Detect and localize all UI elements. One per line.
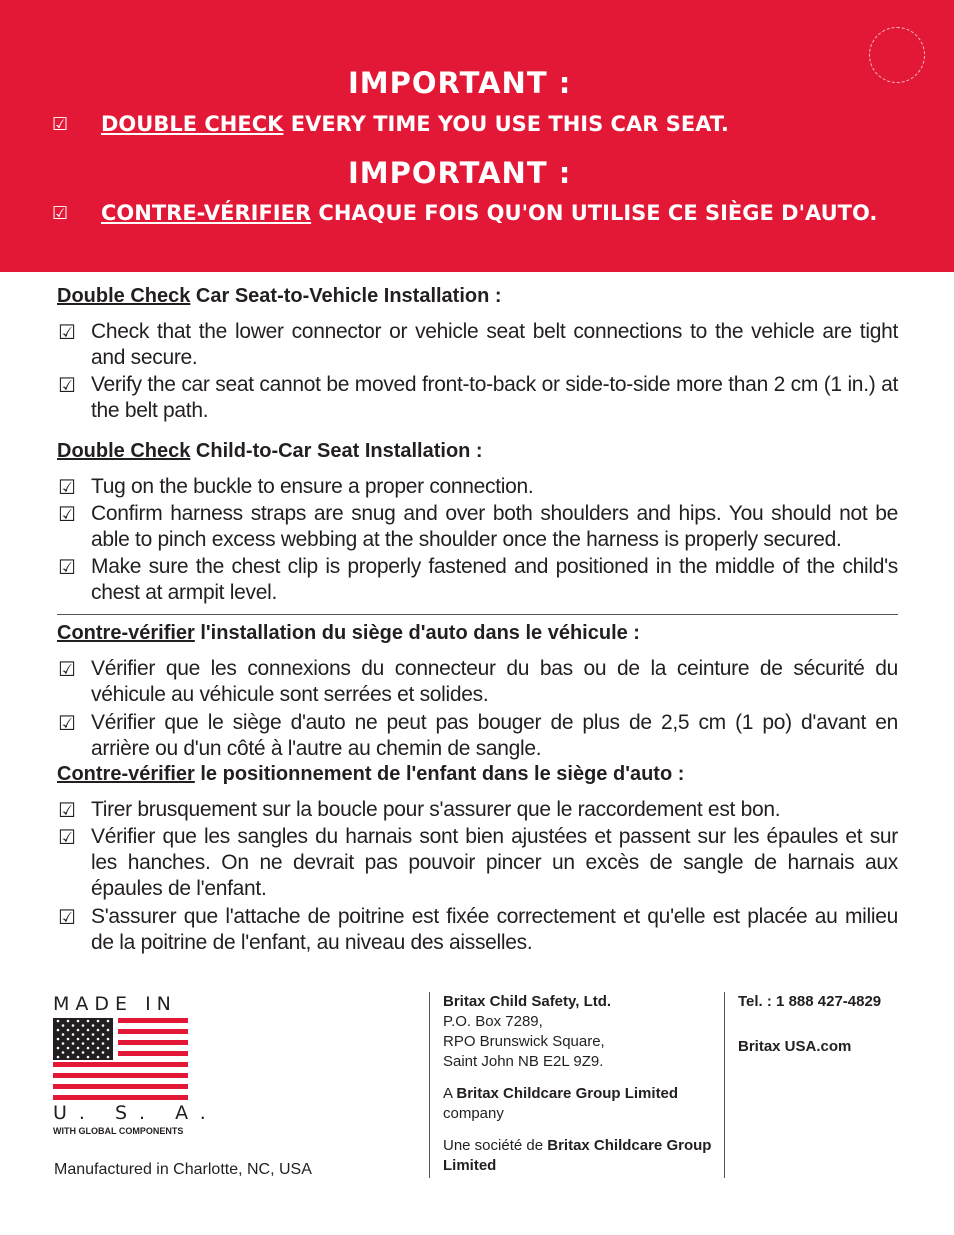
flag-star [87, 1029, 90, 1032]
flag-star [57, 1056, 60, 1059]
flag-star [102, 1033, 105, 1036]
checklist-item [58, 554, 898, 606]
checkbox-icon: ☑ [58, 711, 76, 735]
checklist-item [58, 904, 898, 956]
flag-star [67, 1029, 70, 1032]
flag-star [62, 1033, 65, 1036]
flag-star [67, 1056, 70, 1059]
company-address-block [443, 992, 723, 1188]
flag-star [72, 1051, 75, 1054]
checklist-item [58, 319, 898, 371]
heading-rest: le positionnement de l'enfant dans le siège d'auto : [194, 763, 685, 785]
flag-star [107, 1020, 110, 1023]
flag-star [107, 1056, 110, 1059]
section-heading [57, 763, 684, 786]
contre-verifier-label: CONTRE-VÉRIFIER [101, 201, 312, 225]
flag-star [72, 1033, 75, 1036]
flag-star [57, 1038, 60, 1041]
checklist-item [58, 710, 898, 762]
contact-block [738, 992, 938, 1082]
flag-star [107, 1029, 110, 1032]
flag-star [107, 1047, 110, 1050]
manufactured-location: Manufactured in Charlotte, NC, USA [54, 1161, 312, 1178]
address-line: RPO Brunswick Square, [443, 1033, 605, 1050]
flag-star [82, 1024, 85, 1027]
company-word: company [443, 1105, 504, 1122]
item-text: S'assurer que l'attache de poitrine est fixée correctement et qu'elle est placée au milieu de la poitrine de l'enfant, au niveau des aisselles. [91, 905, 898, 954]
flag-star [62, 1051, 65, 1054]
flag-star [57, 1047, 60, 1050]
flag-star [97, 1020, 100, 1023]
heading-rest: l'installation du siège d'auto dans le véhicule : [194, 622, 640, 644]
flag-star [77, 1047, 80, 1050]
company-prefix-fr: Une société de [443, 1137, 548, 1154]
important-banner [0, 0, 954, 272]
address-line: Saint John NB E2L 9Z9. [443, 1053, 604, 1070]
flag-star [92, 1024, 95, 1027]
flag-star [67, 1047, 70, 1050]
usa-flag-icon [53, 1018, 188, 1100]
checklist-item [58, 824, 898, 902]
checklist-item [58, 501, 898, 553]
company-prefix: A [443, 1085, 457, 1102]
flag-star [102, 1042, 105, 1045]
flag-star [77, 1056, 80, 1059]
checkbox-icon: ☑ [58, 555, 76, 579]
flag-star [72, 1024, 75, 1027]
item-text: Verify the car seat cannot be moved front-to-back or side-to-side more than 2 cm (1 in.) at the belt path. [91, 373, 898, 422]
item-text: Tirer brusquement sur la boucle pour s'assurer que le raccordement est bon. [91, 798, 781, 821]
heading-underlined: Double Check [57, 440, 191, 462]
checklist-item [58, 656, 898, 708]
flag-star [82, 1033, 85, 1036]
section-heading [57, 285, 502, 308]
section-divider [57, 614, 898, 615]
heading-rest: Car Seat-to-Vehicle Installation : [190, 285, 502, 307]
column-divider [724, 992, 725, 1178]
flag-star [97, 1047, 100, 1050]
flag-star [97, 1029, 100, 1032]
flag-star [82, 1051, 85, 1054]
double-check-notice-en [101, 108, 931, 140]
website: Britax USA.com [738, 1038, 852, 1055]
group-name: Britax Childcare Group Limited [456, 1085, 679, 1102]
item-text: Vérifier que le siège d'auto ne peut pas bouger de plus de 2,5 cm (1 po) d'avant en arrière ou d'un côté à l'autre au chemin de sangle. [91, 711, 898, 760]
contre-verifier-rest: CHAQUE FOIS QU'ON UTILISE CE SIÈGE D'AUTO. [311, 201, 878, 225]
flag-star [77, 1029, 80, 1032]
checkbox-icon: ☑ [58, 798, 76, 822]
flag-star [72, 1042, 75, 1045]
flag-star [77, 1038, 80, 1041]
flag-star [57, 1029, 60, 1032]
usa-label: U. S. A. [53, 1102, 218, 1124]
checkbox-icon: ☑ [58, 475, 76, 499]
checkbox-icon: ☑ [58, 825, 76, 849]
checklist-item [58, 797, 898, 823]
checkbox-icon: ☑ [52, 114, 69, 135]
flag-star [87, 1056, 90, 1059]
checkbox-icon: ☑ [52, 203, 69, 224]
item-text: Check that the lower connector or vehicle seat belt connections to the vehicle are tight and secure. [91, 320, 898, 369]
checklist-item [58, 474, 898, 500]
flag-star [92, 1042, 95, 1045]
flag-star [67, 1038, 70, 1041]
phone-number: Tel. : 1 888 427-4829 [738, 993, 882, 1010]
section-heading [57, 440, 483, 463]
item-text: Tug on the buckle to ensure a proper connection. [91, 475, 534, 498]
flag-star [77, 1020, 80, 1023]
important-heading-fr: IMPORTANT : [348, 156, 572, 190]
item-text: Vérifier que les connexions du connecteur du bas ou de la ceinture de sécurité du véhicule au véhicule sont serrées et solides. [91, 657, 898, 706]
company-name: Britax Child Safety, Ltd. [443, 993, 612, 1010]
flag-star [102, 1051, 105, 1054]
item-text: Vérifier que les sangles du harnais sont bien ajustées et passent sur les épaules et sur les hanches. On ne devrait pas pouvoir pincer un excès de sangle de harnais aux épaules de l'enfant. [91, 825, 898, 900]
item-text: Make sure the chest clip is properly fastened and positioned in the middle of the child's chest at armpit level. [91, 555, 898, 604]
checkbox-icon: ☑ [58, 905, 76, 929]
column-divider [429, 992, 430, 1178]
heading-underlined: Contre-vérifier [57, 763, 195, 785]
registration-circle [869, 27, 925, 83]
flag-star [92, 1051, 95, 1054]
flag-star [97, 1056, 100, 1059]
flag-star [102, 1024, 105, 1027]
flag-star [92, 1033, 95, 1036]
address-line: P.O. Box 7289, [443, 1013, 543, 1030]
global-components-label: WITH GLOBAL COMPONENTS [53, 1126, 184, 1136]
heading-underlined: Double Check [57, 285, 191, 307]
flag-star [82, 1042, 85, 1045]
section-heading [57, 622, 640, 645]
group-name-fr: Britax Childcare Group Limited [443, 1137, 712, 1174]
flag-star [107, 1038, 110, 1041]
flag-star [97, 1038, 100, 1041]
checklist-item [58, 372, 898, 424]
flag-star [62, 1042, 65, 1045]
checkbox-icon: ☑ [58, 657, 76, 681]
double-check-notice-fr [101, 197, 931, 229]
flag-star [67, 1020, 70, 1023]
made-in-label: MADE IN [53, 993, 177, 1015]
checkbox-icon: ☑ [58, 502, 76, 526]
heading-underlined: Contre-vérifier [57, 622, 195, 644]
item-text: Confirm harness straps are snug and over both shoulders and hips. You should not be able to pinch excess webbing at the shoulder once the harness is properly secured. [91, 502, 898, 551]
double-check-label: DOUBLE CHECK [101, 112, 284, 136]
checkbox-icon: ☑ [58, 373, 76, 397]
flag-star [57, 1020, 60, 1023]
flag-star [87, 1020, 90, 1023]
checkbox-icon: ☑ [58, 320, 76, 344]
flag-star [87, 1038, 90, 1041]
double-check-rest: EVERY TIME YOU USE THIS CAR SEAT. [283, 112, 729, 136]
flag-star [62, 1024, 65, 1027]
important-heading-en: IMPORTANT : [348, 66, 572, 100]
flag-star [87, 1047, 90, 1050]
heading-rest: Child-to-Car Seat Installation : [190, 440, 483, 462]
